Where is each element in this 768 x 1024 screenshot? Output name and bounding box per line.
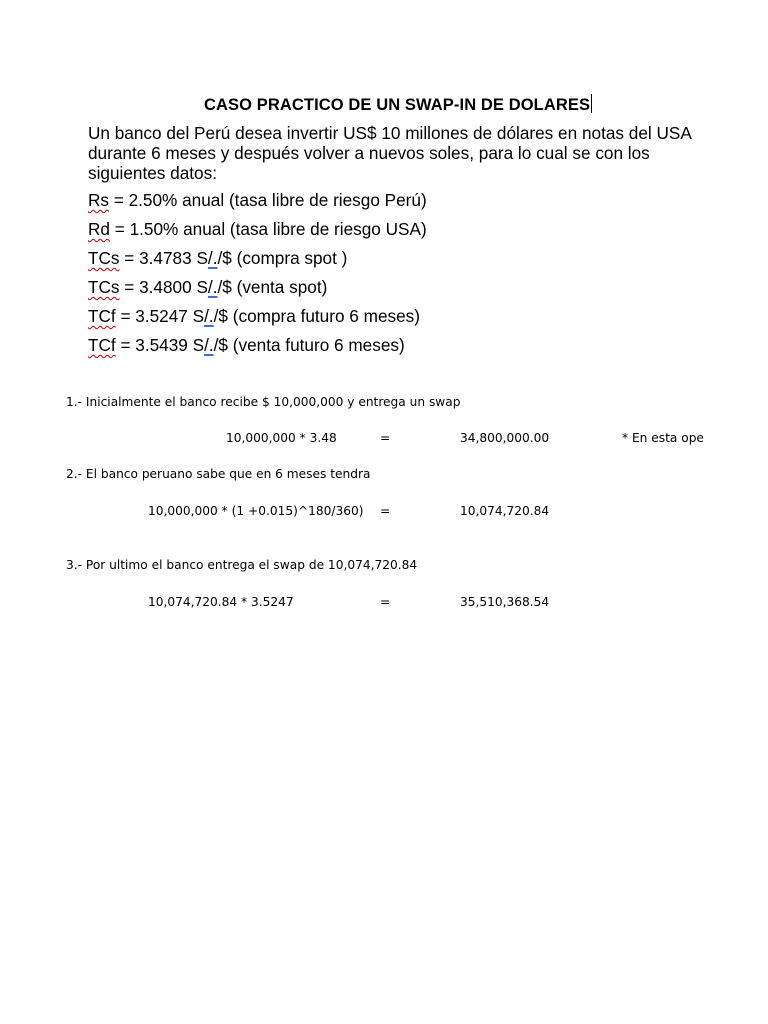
rate-text: = 1.50% anual (tasa libre de riesgo USA) [109,219,427,239]
rate-symbol: Rs [88,190,110,210]
step-2-equals: = [380,504,391,518]
step-2-heading: 2.- El banco peruano sabe que en 6 meses tendra [66,467,371,481]
exchange-description: /$ (compra futuro 6 meses) [213,306,420,326]
exchange-unit: /. [207,248,218,268]
exchange-line-tcs-venta [88,277,327,298]
exchange-description: /$ (venta futuro 6 meses) [213,335,405,355]
exchange-unit: /. [204,306,214,326]
document-title: CASO PRACTICO DE UN SWAP-IN DE DOLARES [204,96,591,114]
step-2-result: 10,074,720.84 [460,504,550,518]
exchange-symbol: TCs [88,277,120,297]
exchange-line-tcf-compra [88,306,420,327]
exchange-symbol: TCf [88,335,116,355]
rate-symbol: Rd [88,219,110,239]
step-3-heading: 3.- Por ultimo el banco entrega el swap de 10,074,720.84 [66,558,418,572]
exchange-description: /$ (venta spot) [217,277,328,297]
exchange-unit: /. [204,335,214,355]
step-3-result: 35,510,368.54 [460,595,550,609]
exchange-line-tcf-venta [88,335,405,356]
title-row [204,94,592,115]
exchange-value: = 3.5439 S [115,335,205,355]
rate-text: = 2.50% anual (tasa libre de riesgo Perú) [109,190,427,210]
text-cursor [591,94,592,113]
rate-line-rd [88,219,427,240]
exchange-line-tcs-compra [88,248,347,269]
step-1-heading: 1.- Inicialmente el banco recibe $ 10,000,000 y entrega un swap [66,395,461,409]
step-3-formula: 10,074,720.84 * 3.5247 [148,595,294,609]
step-3-equals: = [380,595,391,609]
exchange-symbol: TCf [88,306,116,326]
exchange-value: = 3.4783 S [119,248,208,268]
exchange-description: /$ (compra spot ) [217,248,348,268]
exchange-value: = 3.5247 S [115,306,205,326]
exchange-unit: /. [207,277,218,297]
step-2-formula: 10,000,000 * (1 +0.015)^180/360) [148,504,364,518]
step-1-equals: = [380,431,391,445]
step-1-note: * En esta ope [622,431,704,445]
step-1-formula: 10,000,000 * 3.48 [226,431,337,445]
exchange-symbol: TCs [88,248,120,268]
step-1-result: 34,800,000.00 [460,431,550,445]
rate-line-rs [88,190,427,211]
exchange-value: = 3.4800 S [119,277,208,297]
intro-paragraph: Un banco del Perú desea invertir US$ 10 millones de dólares en notas del USA durante 6 meses y después volver a nuevos soles, para lo cual se con los siguientes datos: [88,123,691,183]
